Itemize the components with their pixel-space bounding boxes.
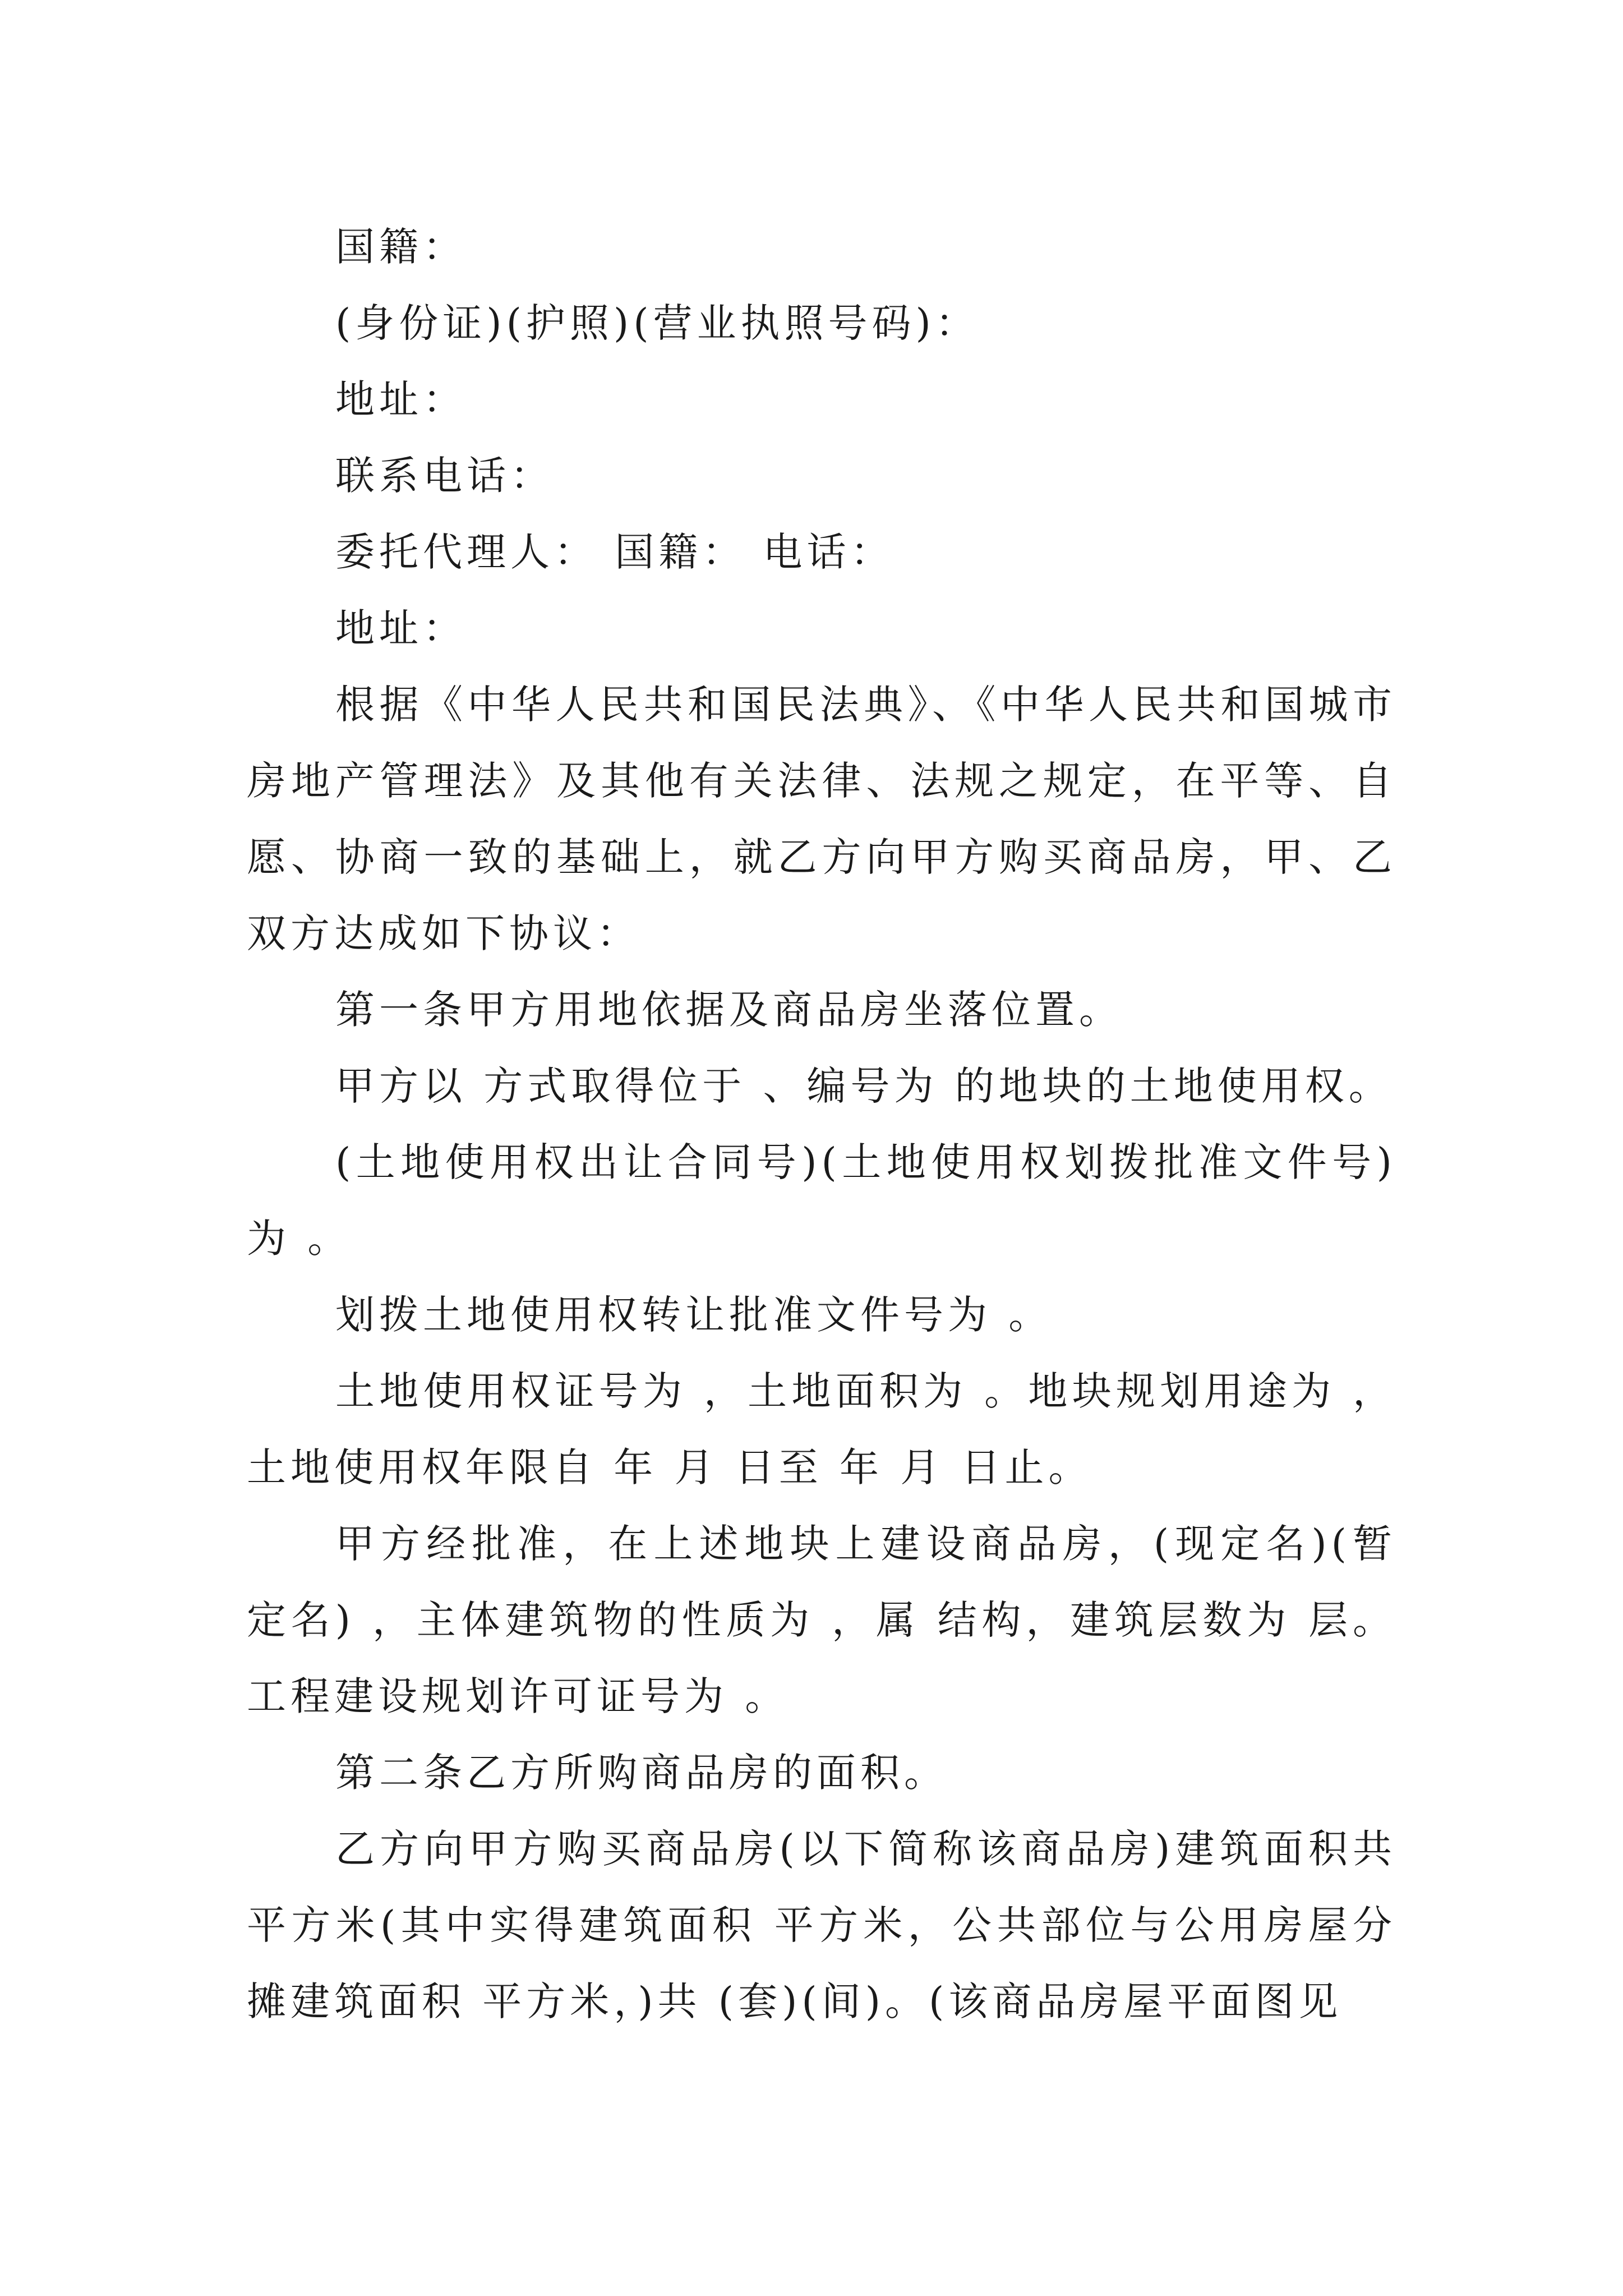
field-phone: 联系电话： <box>335 453 554 499</box>
article-1-land-acquisition: 甲方以 方式取得位于 、编号为 的地块的土地使用权。 <box>335 1063 1393 1109</box>
document-body <box>247 209 1396 2040</box>
article-1-heading: 第一条甲方用地依据及商品房坐落位置。 <box>335 987 1123 1033</box>
article-1-land-certificate: 土地使用权证号为 ，土地面积为 。地块规划用途为 ，土地使用权年限自 年 月 日至 年 月 日止。 <box>247 1368 1396 1490</box>
article-2-heading: 第二条乙方所购商品房的面积。 <box>335 1750 948 1796</box>
field-id-number: (身份证)(护照)(营业执照号码)： <box>335 300 979 346</box>
article-2-area: 乙方向甲方购买商品房(以下简称该商品房)建筑面积共 平方米(其中实得建筑面积 平方米，公共部位与公用房屋分摊建筑面积 平方米，)共 (套)(间)。(该商品房屋平面图见 <box>247 1826 1396 2024</box>
field-agent: 委托代理人： 国籍： 电话： <box>335 529 895 575</box>
field-nationality: 国籍： <box>335 224 467 270</box>
field-agent-address: 地址： <box>335 605 467 651</box>
article-1-transfer-approval: 划拨土地使用权转让批准文件号为 。 <box>335 1292 1053 1338</box>
preamble-paragraph: 根据《中华人民共和国民法典》、《中华人民共和国城市房地产管理法》及其他有关法律、法规之规定，在平等、自愿、协商一致的基础上，就乙方向甲方购买商品房，甲、乙双方达成如下协议： <box>247 682 1396 956</box>
article-1-construction: 甲方经批准，在上述地块上建设商品房，(现定名)(暂定名) ，主体建筑物的性质为 ，属 结构，建筑层数为 层。工程建设规划许可证号为 。 <box>247 1521 1396 1719</box>
article-1-contract-number: (土地使用权出让合同号)(土地使用权划拨批准文件号)为 。 <box>247 1139 1396 1262</box>
field-address: 地址： <box>335 376 467 422</box>
